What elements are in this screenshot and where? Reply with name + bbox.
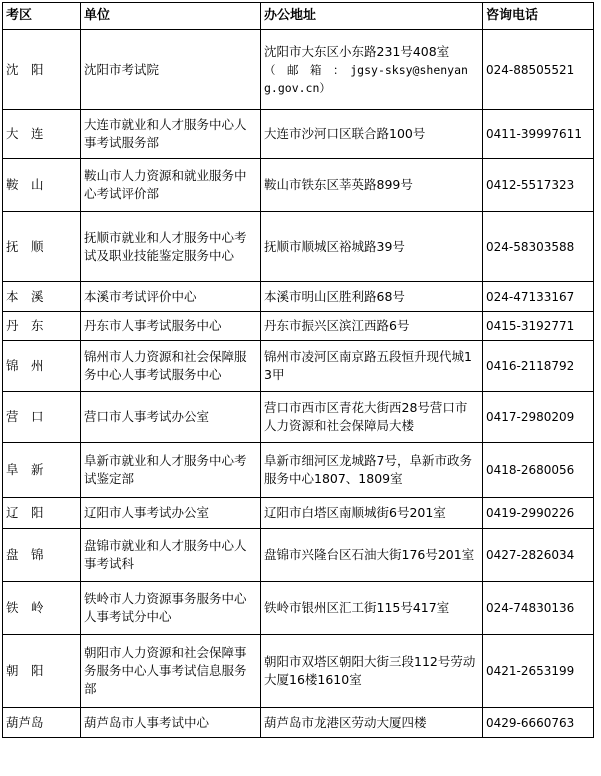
- region-cell: 盘 锦: [3, 529, 81, 582]
- table-row: [3, 312, 594, 341]
- address-text: 沈阳市大东区小东路231号408室: [264, 43, 450, 59]
- address-cell: 阜新市细河区龙城路7号，阜新市政务服务中心1807、1809室: [261, 443, 483, 498]
- unit-cell: 大连市就业和人才服务中心人事考试服务部: [81, 110, 261, 159]
- address-cell: 本溪市明山区胜利路68号: [261, 282, 483, 312]
- table-row: [3, 529, 594, 582]
- region-cell: 抚 顺: [3, 212, 81, 282]
- phone-cell: 0418-2680056: [483, 443, 594, 498]
- address-cell: 铁岭市银州区汇工街115号417室: [261, 582, 483, 635]
- header-row: [3, 3, 594, 30]
- table-row: [3, 110, 594, 159]
- phone-cell: 0411-39997611: [483, 110, 594, 159]
- header-phone: 咨询电话: [483, 3, 594, 30]
- table-row: [3, 498, 594, 529]
- phone-cell: 024-88505521: [483, 30, 594, 110]
- phone-cell: 024-47133167: [483, 282, 594, 312]
- region-cell: 鞍 山: [3, 159, 81, 212]
- phone-cell: 0416-2118792: [483, 341, 594, 392]
- table-row: [3, 582, 594, 635]
- header-unit: 单位: [81, 3, 261, 30]
- address-cell: 大连市沙河口区联合路100号: [261, 110, 483, 159]
- region-cell: 葫芦岛: [3, 708, 81, 738]
- phone-cell: 024-74830136: [483, 582, 594, 635]
- unit-cell: 朝阳市人力资源和社会保障事务服务中心人事考试信息服务部: [81, 635, 261, 708]
- region-cell: 辽 阳: [3, 498, 81, 529]
- table-row: [3, 443, 594, 498]
- address-cell: 营口市西市区青花大街西28号营口市人力资源和社会保障局大楼: [261, 392, 483, 443]
- region-cell: 锦 州: [3, 341, 81, 392]
- table-row: [3, 30, 594, 110]
- region-cell: 丹 东: [3, 312, 81, 341]
- unit-cell: 鞍山市人力资源和就业服务中心考试评价部: [81, 159, 261, 212]
- address-cell: 鞍山市铁东区莘英路899号: [261, 159, 483, 212]
- phone-cell: 0421-2653199: [483, 635, 594, 708]
- unit-cell: 葫芦岛市人事考试中心: [81, 708, 261, 738]
- table-row: [3, 212, 594, 282]
- address-cell: 盘锦市兴隆台区石油大街176号201室: [261, 529, 483, 582]
- table-row: [3, 635, 594, 708]
- table-row: [3, 341, 594, 392]
- address-cell: 辽阳市白塔区南顺城街6号201室: [261, 498, 483, 529]
- region-cell: 朝 阳: [3, 635, 81, 708]
- region-cell: 大 连: [3, 110, 81, 159]
- unit-cell: 盘锦市就业和人才服务中心人事考试科: [81, 529, 261, 582]
- unit-cell: 丹东市人事考试服务中心: [81, 312, 261, 341]
- header-address: 办公地址: [261, 3, 483, 30]
- phone-cell: 0415-3192771: [483, 312, 594, 341]
- phone-cell: 0417-2980209: [483, 392, 594, 443]
- table-row: [3, 708, 594, 738]
- address-cell: 丹东市振兴区滨江西路6号: [261, 312, 483, 341]
- phone-cell: 024-58303588: [483, 212, 594, 282]
- unit-cell: 阜新市就业和人才服务中心考试鉴定部: [81, 443, 261, 498]
- address-cell: 锦州市凌河区南京路五段恒升现代城13甲: [261, 341, 483, 392]
- unit-cell: 营口市人事考试办公室: [81, 392, 261, 443]
- table-row: [3, 282, 594, 312]
- unit-cell: 本溪市考试评价中心: [81, 282, 261, 312]
- table-row: [3, 392, 594, 443]
- address-cell: 葫芦岛市龙港区劳动大厦四楼: [261, 708, 483, 738]
- region-cell: 阜 新: [3, 443, 81, 498]
- region-cell: 营 口: [3, 392, 81, 443]
- region-cell: 沈 阳: [3, 30, 81, 110]
- unit-cell: 沈阳市考试院: [81, 30, 261, 110]
- unit-cell: 抚顺市就业和人才服务中心考试及职业技能鉴定服务中心: [81, 212, 261, 282]
- phone-cell: 0427-2826034: [483, 529, 594, 582]
- header-region: 考区: [3, 3, 81, 30]
- unit-cell: 辽阳市人事考试办公室: [81, 498, 261, 529]
- table-row: [3, 159, 594, 212]
- region-cell: 铁 岭: [3, 582, 81, 635]
- address-cell: 朝阳市双塔区朝阳大街三段112号劳动大厦16楼1610室: [261, 635, 483, 708]
- phone-cell: 0412-5517323: [483, 159, 594, 212]
- region-cell: 本 溪: [3, 282, 81, 312]
- address-cell: 抚顺市顺城区裕城路39号: [261, 212, 483, 282]
- unit-cell: 锦州市人力资源和社会保障服务中心人事考试服务中心: [81, 341, 261, 392]
- phone-cell: 0429-6660763: [483, 708, 594, 738]
- exam-contact-table: [2, 2, 594, 738]
- phone-cell: 0419-2990226: [483, 498, 594, 529]
- unit-cell: 铁岭市人力资源事务服务中心人事考试分中心: [81, 582, 261, 635]
- email-text: （ 邮 箱 ： jgsy-sksy@shenyang.gov.cn）: [264, 62, 468, 95]
- address-cell: [261, 30, 483, 110]
